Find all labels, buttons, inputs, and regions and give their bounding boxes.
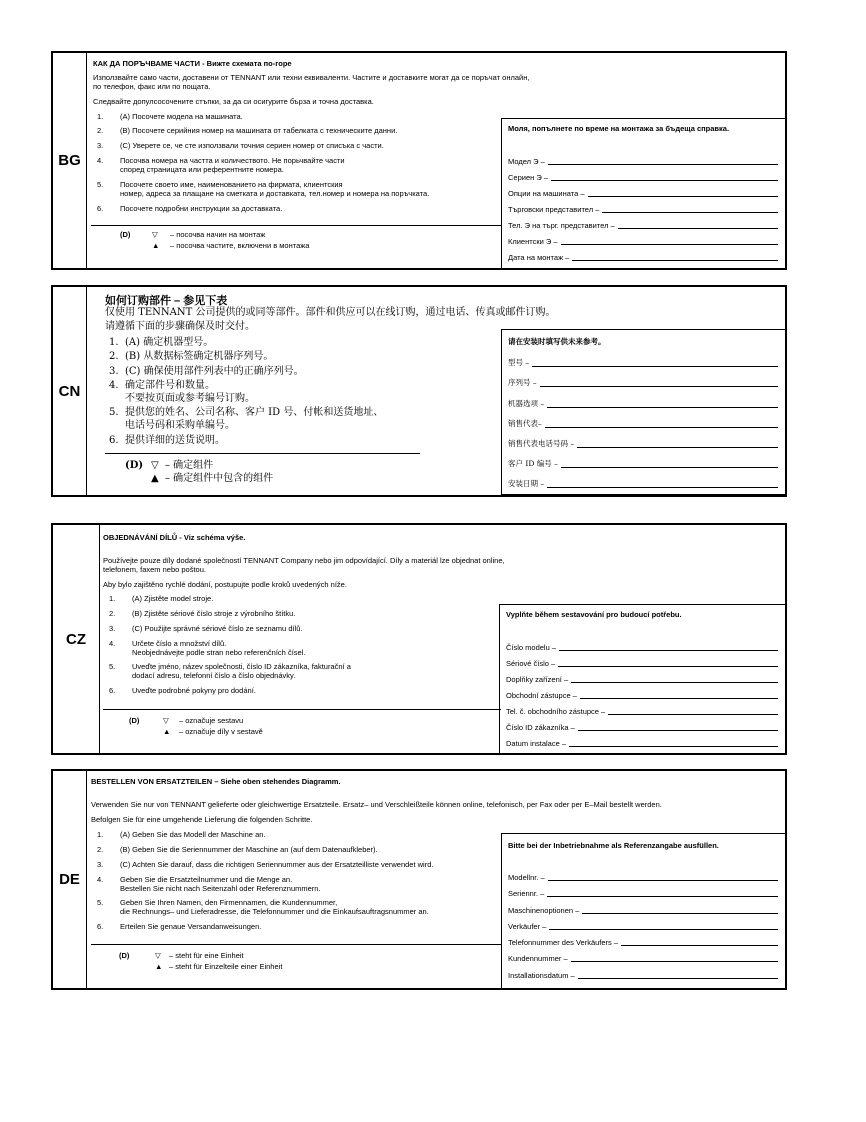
divider — [91, 944, 501, 945]
legend: (D) ▽ – označuje sestavu ▲ – označuje díly v sestavě — [129, 716, 263, 736]
section-title: BESTELLEN VON ERSATZTEILEN – Siehe oben stehendes Diagramm. — [91, 777, 341, 786]
form-field[interactable]: Клиентски Э – — [508, 236, 778, 246]
form-title: Bitte bei der Inbetriebnahme als Referenzangabe ausfüllen. — [508, 841, 719, 850]
intro-line: Следвайте допулсосочените стъпки, за да си осигурите бърза и точна доставка. — [93, 97, 374, 106]
filled-triangle-icon: ▲ — [151, 473, 159, 484]
form-field[interactable]: Installationsdatum – — [508, 970, 778, 980]
intro-line: Verwenden Sie nur von TENNANT gelieferte oder gleichwertige Ersatzteile. Ersatz– und Verschleißteile können online, telefonisch, per Fax oder per E–Mail bestellt werden. — [91, 800, 662, 809]
language-code: CZ — [53, 525, 100, 753]
panel-cn: CN 如何订购部件 – 参见下表 仅使用 TENNANT 公司提供的或同等部件。部件和供应可以在线订购，通过电话、传真或邮件订购。 请遵循下面的步骤确保及时交付。 1. (A) 确定机器型号。 2. (B) 从数据标签确定机器序列号。 3. (C) 确保使用部件列表中的正确序列号。 4. 确定部件号和数量。 不要按页面或参考编号订购。 5. 提供您的姓名、公司名称、客户 ID 号、付帐和送货地址、 电话号码和采购单编号。 6. 提供详细的送货说明。 (D) ▽ – 确定组件 ▲ – 确定组件中包含的组件 请在安装时填写供未来参考。 型号 – 序列号 – 机器选项 – 销售代表– 销售代表电话号码 – 客户 ID 编号 – 安装日期 – — [51, 285, 787, 497]
form-field[interactable]: Модел Э – — [508, 156, 778, 166]
filled-triangle-icon: ▲ — [155, 962, 163, 971]
reference-form — [501, 329, 787, 495]
legend: (D) ▽ – посочва начин на монтаж ▲ – посочва частите, включени в монтажа — [120, 230, 310, 250]
form-field[interactable]: 机器选项 – — [508, 399, 778, 409]
open-triangle-icon: ▽ — [151, 460, 159, 471]
form-field[interactable]: Obchodní zástupce – — [506, 690, 778, 700]
language-code: CN — [53, 287, 87, 495]
open-triangle-icon: ▽ — [152, 230, 158, 239]
panel-cz: CZ OBJEDNÁVÁNÍ DÍLŮ - Viz schéma výše. Používejte pouze díly dodané společností TENNANT Company nebo jim odpovídající. Díly a materiál lze objednat online, telefonem, faxem nebo poštou. Aby bylo zajištěno rychlé dodání, postupujte podle kroků uvedených níže. 1. (A) Zjistěte model stroje. 2. (B) Zjistěte sériové číslo stroje z výrobního štítku. 3. (C) Použijte správné sériové číslo ze seznamu dílů. 4. Určete číslo a množství dílů. Neobjednávejte podle stran nebo referenčních čísel. 5. Uveďte jméno, název společnosti, číslo ID zákazníka, fakturační a dodací adresu, telefonní číslo a číslo objednávky. 6. Uveďte podrobné pokyny pro dodání. (D) ▽ – označuje sestavu ▲ – označuje díly v sestavě Vyplňte během sestavování pro budoucí potřebu. Číslo modelu – Sériové číslo – Doplňky zařízení – Obchodní zástupce – Tel. č. obchodního zástupce – Číslo ID zákazníka – Datum instalace – — [51, 523, 787, 755]
divider — [105, 453, 420, 454]
reference-form — [499, 604, 787, 755]
form-field[interactable]: 客户 ID 编号 – — [508, 459, 778, 469]
form-title: Моля, попълнете по време на монтажа за бъдеща справка. — [508, 124, 730, 133]
form-field[interactable]: Тел. Э на търг. представител – — [508, 220, 778, 230]
filled-triangle-icon: ▲ — [163, 727, 171, 736]
section-title: 如何订购部件 – 参见下表 — [105, 295, 228, 307]
form-field[interactable]: Telefonnummer des Verkäufers – — [508, 937, 778, 947]
section-title: КАК ДА ПОРЪЧВАМЕ ЧАСТИ - Вижте схемата по-горе — [93, 59, 292, 68]
divider — [91, 225, 501, 226]
legend: (D) ▽ – 确定组件 ▲ – 确定组件中包含的组件 — [125, 460, 274, 484]
intro-line: telefonem, faxem nebo poštou. — [103, 565, 206, 574]
form-field[interactable]: Modellnr. – — [508, 872, 778, 882]
intro-line: Befolgen Sie für eine umgehende Lieferung die folgenden Schritte. — [91, 815, 313, 824]
intro-line: по телефон, факс или по пощата. — [93, 82, 211, 91]
language-code: DE — [53, 771, 87, 988]
divider — [103, 709, 501, 710]
reference-form — [501, 833, 787, 990]
form-field[interactable]: Číslo modelu – — [506, 642, 778, 652]
form-title: Vyplňte během sestavování pro budoucí potřebu. — [506, 610, 682, 619]
form-field[interactable]: Verkäufer – — [508, 921, 778, 931]
legend: (D) ▽ – steht für eine Einheit ▲ – steht für Einzelteile einer Einheit — [119, 951, 283, 971]
open-triangle-icon: ▽ — [155, 951, 161, 960]
intro-line: Aby bylo zajištěno rychlé dodání, postupujte podle kroků uvedených níže. — [103, 580, 347, 589]
open-triangle-icon: ▽ — [163, 716, 169, 725]
intro-line: Používejte pouze díly dodané společností TENNANT Company nebo jim odpovídající. Díly a materiál lze objednat online, — [103, 556, 505, 565]
form-field[interactable]: Doplňky zařízení – — [506, 674, 778, 684]
form-field[interactable]: Sériové číslo – — [506, 658, 778, 668]
form-field[interactable]: 型号 – — [508, 358, 778, 368]
reference-form — [501, 118, 787, 270]
intro-line: 请遵循下面的步骤确保及时交付。 — [105, 321, 255, 332]
form-field[interactable]: Опции на машината – — [508, 188, 778, 198]
form-field[interactable]: Číslo ID zákazníka – — [506, 722, 778, 732]
panel-de: DE BESTELLEN VON ERSATZTEILEN – Siehe oben stehendes Diagramm. Verwenden Sie nur von TENNANT gelieferte oder gleichwertige Ersatzteile. Ersatz– und Verschleißteile können online, telefonisch, per Fax oder per E–Mail bestellt werden. Befolgen Sie für eine umgehende Lieferung die folgenden Schritte. 1. (A) Geben Sie das Modell der Maschine an. 2. (B) Geben Sie die Seriennummer der Maschine an (auf dem Datenaufkleber). 3. (C) Achten Sie darauf, dass die richtigen Seriennummer aus der Ersatzteilliste verwendet wird. 4. Geben Sie die Ersatzteilnummer und die Menge an. Bestellen Sie nicht nach Seitenzahl oder Referenznummern. 5. Geben Sie Ihren Namen, den Firmennamen, die Kundennummer, die Rechnungs– und Lieferadresse, die Telefonnummer und die Einkaufsauftragsnummer an. 6. Erteilen Sie genaue Versandanweisungen. (D) ▽ – steht für eine Einheit ▲ – steht für Einzelteile einer Einheit Bitte bei der Inbetriebnahme als Referenzangabe ausfüllen. Modellnr. – Seriennr. – Maschinenoptionen – Verkäufer – Telefonnummer des Verkäufers – Kundennummer – Installationsdatum – — [51, 769, 787, 990]
form-title: 请在安装时填写供未来参考。 — [508, 337, 606, 346]
intro-line: 仅使用 TENNANT 公司提供的或同等部件。部件和供应可以在线订购，通过电话、传真或邮件订购。 — [105, 307, 556, 318]
form-field[interactable]: Сериен Э – — [508, 172, 778, 182]
form-field[interactable]: 销售代表– — [508, 419, 778, 429]
filled-triangle-icon: ▲ — [152, 241, 160, 250]
form-field[interactable]: 安装日期 – — [508, 479, 778, 489]
section-title: OBJEDNÁVÁNÍ DÍLŮ - Viz schéma výše. — [103, 533, 246, 542]
form-field[interactable]: Tel. č. obchodního zástupce – — [506, 706, 778, 716]
form-field[interactable]: Дата на монтаж – — [508, 252, 778, 262]
form-field[interactable]: Maschinenoptionen – — [508, 905, 778, 915]
form-field[interactable]: Seriennr. – — [508, 888, 778, 898]
panel-bg: BG КАК ДА ПОРЪЧВАМЕ ЧАСТИ - Вижте схемата по-горе Използвайте само части, доставени от TENNANT или техни еквиваленти. Частите и доставките могат да се поръчат онлайн, по телефон, факс или по пощата. Следвайте допулсосочените стъпки, за да си осигурите бърза и точна доставка. 1. (A) Посочете модела на машината. 2. (B) Посочете серийния номер на машината от табелката с техническите данни. 3. (C) Уверете се, че сте използвали точния сериен номер от списъка с части. 4. Посочва номера на частта и количеството. Не порьчвайте части според страницата или референтните номера. 5. Посочете своето име, наименованието на фирмата, клиентския номер, адреса за плащане на сметката и доставката, тел.номер и номера на поръчката. 6. Посочете подробни инструкции за доставката. (D) ▽ – посочва начин на монтаж ▲ – посочва частите, включени в монтажа Моля, попълнете по време на монтажа за бъдеща справка. Модел Э – Сериен Э – Опции на машината – Търговски представител – Тел. Э на търг. представител – Клиентски Э – Дата на монтаж – — [51, 51, 787, 270]
form-field[interactable]: 序列号 – — [508, 378, 778, 388]
form-field[interactable]: 销售代表电话号码 – — [508, 439, 778, 449]
form-field[interactable]: Търговски представител – — [508, 204, 778, 214]
form-field[interactable]: Kundennummer – — [508, 953, 778, 963]
language-code: BG — [53, 53, 87, 268]
intro-line: Използвайте само части, доставени от TENNANT или техни еквиваленти. Частите и доставките могат да се поръчат онлайн, — [93, 73, 530, 82]
form-field[interactable]: Datum instalace – — [506, 738, 778, 748]
